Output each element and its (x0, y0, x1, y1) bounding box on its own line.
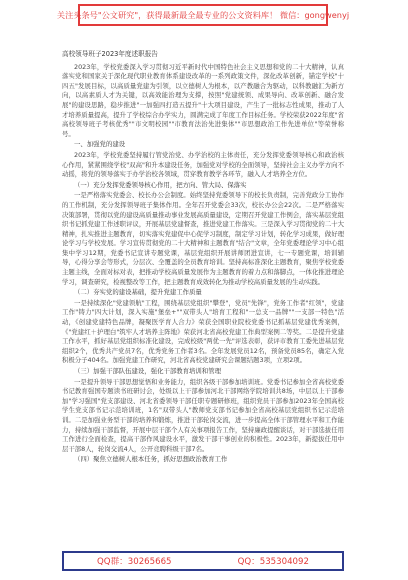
qq-group-text: QQ群：30265665 (97, 557, 172, 567)
subsection-heading: （三）加强干部队伍建设，强化干部教育培训和管理 (74, 367, 221, 375)
body-paragraph: 2023年，学校党委坚持履行管党治党、办学治校的主体责任，充分发挥党委领导核心和政治核心作用，紧紧围绕学校"双高"和升本建设任务，加强党对学校的全面领导，坚持社会主义办学方向不动摇，将党的领导落实于办学治校各领域，贯穿教育教学各环节，融入人才培养全方位。 (62, 150, 344, 179)
body-paragraph: 2023年，学校党委深入学习贯彻习近平新时代中国特色社会主义思想和党的二十大精神，认真落实党和国家关于深化现代职业教育体系建设改革的一系列政策文件，深化改革创新，锚定学校"十四五"发展目标，以高质量党建为引领，以立德树人为根本，以产教融合为驱动，以科教融汇为新方向，以高素质人才为关键，以高效能治理为支撑，按照"党建统领、成果导向、改革创新、融合发展"的建设思路，稳步推进"一加强四打造五提升"十大项目建设，产生了一批标志性成果，推动了人才培养质量提高，提升了学校综合办学实力，圆满完成了年度工作目标任务。学校荣获2022年度"省高校领导班子考核优秀""市文明校园""市教育法治先进集体""市思想政治工作先进单位"等荣誉称号。 (62, 62, 344, 138)
subsection-heading: （二）夯实党的建设基础，提升党建工作质量 (74, 288, 202, 297)
promo-banner (56, 4, 350, 26)
qq-text: QQ：535304092 (237, 557, 309, 567)
subsection-heading: （四）聚焦立德树人根本任务，抓好思想政治教育工作 (74, 455, 228, 464)
section-heading: 一、加强党的建设 (74, 140, 126, 149)
report-document (62, 50, 344, 466)
body-paragraph: 一是提升领导干部思想觉悟和业务能力，组织各级干部参加培训班。党委书记参加全省高校党委书记教育强国专题读书班研讨会，处级以上干部参加河北干部网络学院培训共8场，中层以上干部参加"学习强国"党支部建设、河北省委领导干部任职专题研修班，组织党员干部参加2023年全国高校学生党支部书记示范培训班，1名"双带头人"教师党支部书记参加全省高校基层党组织书记示范培训。二是加强业务型干部的培养和锻炼，推进干部轮岗交流，进一步提高全体干部管理水平和工作能力，持续加强干部监督，开展中层干部个人有关事项报告工作，坚持廉政提醒谈话，对干部选拔任用工作进行全面检查，提高干部作风建设水平，激发干部干事创业的积极性。2023年，新提拔任用中层干部8人，轮岗交流4人，公开竞聘科级干部7名。 (62, 377, 344, 453)
body-paragraph: 一是严格落实党委会、校长办公会制度。始终坚持党委领导下的校长负责制，完善党政分工协作的工作机制，充分发挥领导班子集体作用。全年召开党委会33次，校长办公会22次。二是严格落实决策部署，贯彻以党的建设高质量推动事业发展高质量建设，定期召开党建工作例会，落实基层党组织书记抓党建工作述职评议，开展基层党建督查，推进党建工作落实。三是深入学习贯彻党的二十大精神，扎实推进主题教育，切实落实党建促中心促学习制度，制定学习计划，转化学习成果，做好理论学习与学校发展。学习宣传贯彻党的二十大精神和主题教育"结合"文章，全年党委理论学习中心组集中学习12期，党委书记宣讲专题党课，基层党组织开展讲师团进宣讲，七一专题党课，培训辅导，心得分享会等形式，分层次、全覆盖的全员教育培训。坚持高标准深化主题教育，聚焦学校党委主题主线，全面对标对表，把推动学校高质量发展作为主题教育的着力点和落脚点，一体化推进理论学习，调查研究，检视整改等工作，把主题教育成效转化为推动学校高质量发展的生动实践。 (62, 191, 344, 286)
promo-banner-text: 关注头条号"公文研究"，获得最新最全最专业的公文资料库！ 微信：gongwenyj (56, 9, 350, 20)
body-paragraph: 一是持续深化"党建领航"工程，围绕基层党组织"攀登"，党员"先锋"，党务工作者"红领"，党建工作"铸力"四大计划，深入实施"堡垒+""双带头人"培育工程和"一总支一品牌""一支部一特色"活动，《创建党建特色品牌，凝聚医学育人合力》荣获全国职业院校党委书记抓基层党建优秀案例，《"党建红＋护理白"筑牢人才培养主阵地》荣获河北省高校党建工作典型案例二等奖。二是提升党建工作水平，抓好基层党组织标准化建设，完成校级"两优一先"评选表彰，获评市教育工委先进基层党组织2个，优秀共产党员7名，优秀党务工作者3名。全年发展党员12名，预备党员85名，确定入党积极分子404名。加强党建工作研究，河北省高校党建研究会课题结题3项，立项2项。 (62, 298, 344, 365)
subsection-heading: （一）充分发挥党委领导核心作用，把方向、管大局、保落实 (74, 180, 247, 189)
report-title: 高校领导班子2023年度述职报告 (62, 50, 158, 58)
contact-footer (62, 551, 344, 571)
